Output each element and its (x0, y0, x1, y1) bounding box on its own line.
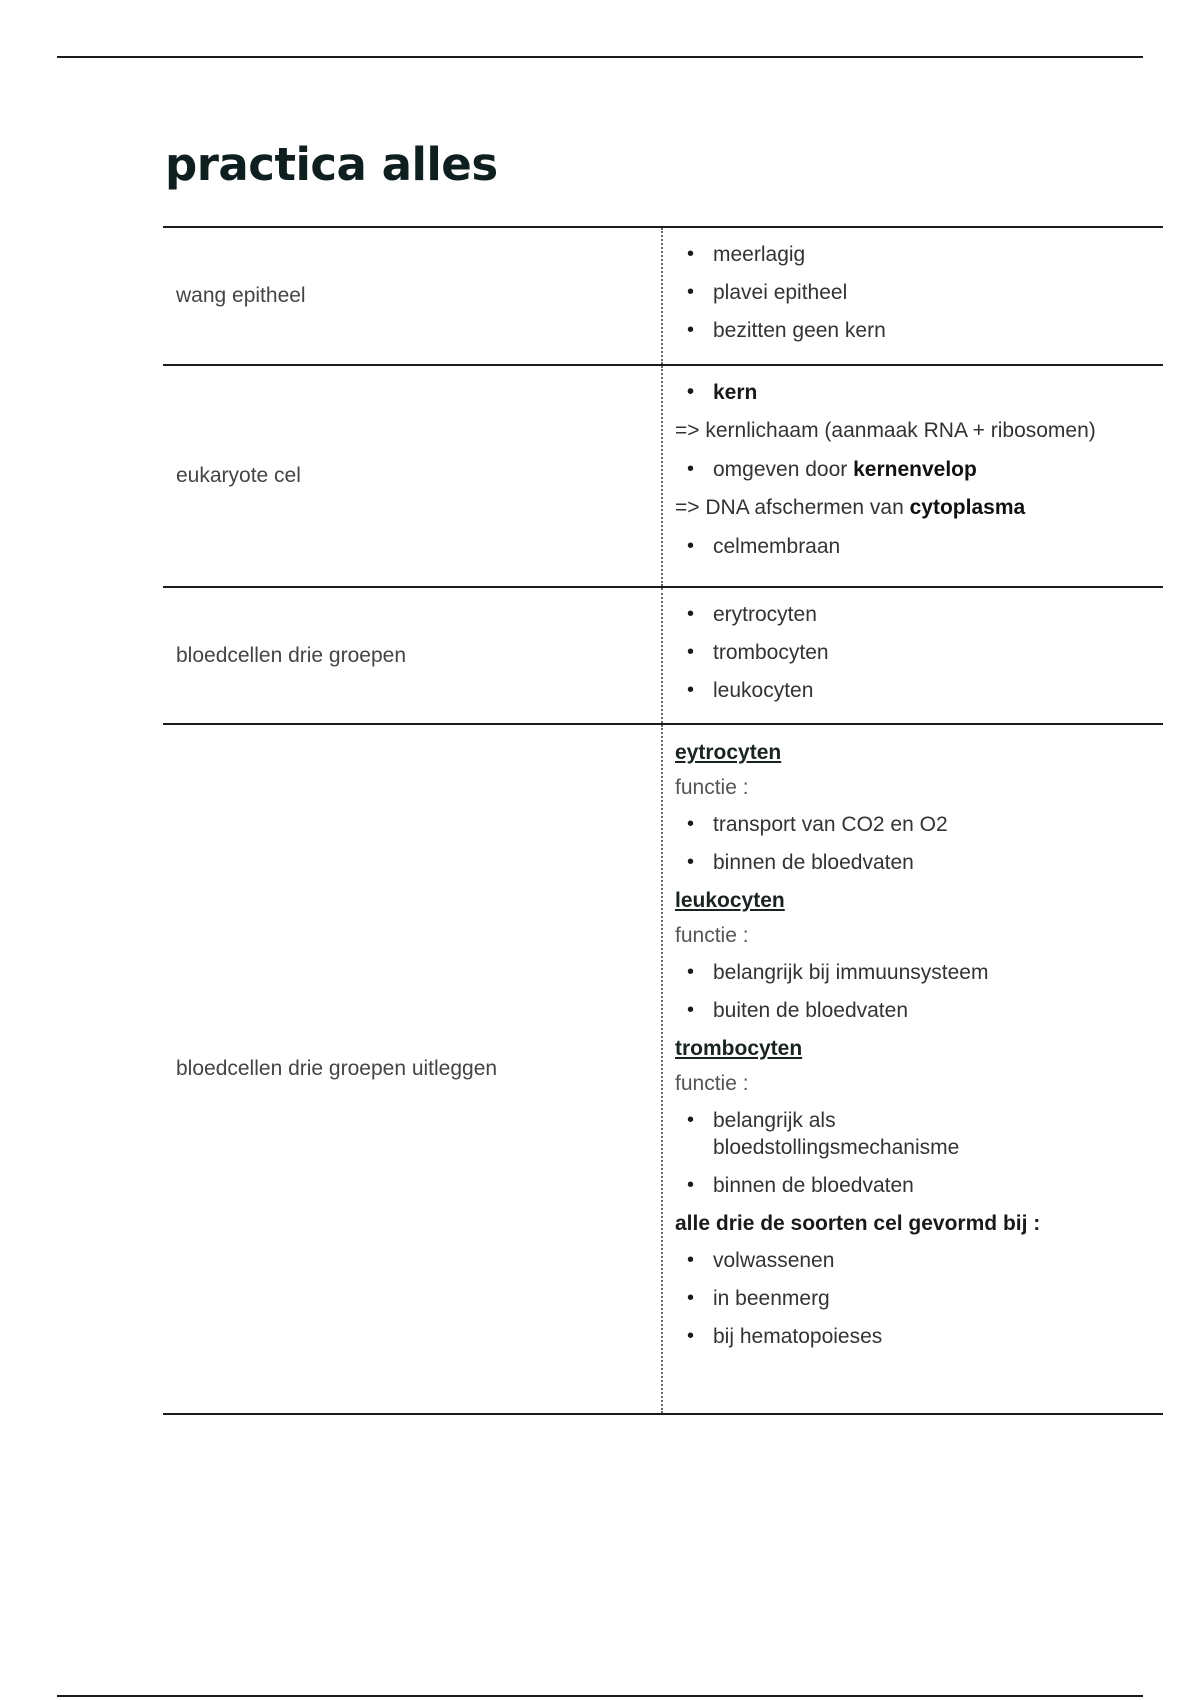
bullet-list (675, 241, 1151, 344)
card-row (163, 588, 1163, 725)
list-item: • belangrijk als bloedstollingsmechanisme (675, 1107, 1003, 1161)
bullet-list (675, 811, 1151, 876)
card-term: eukaryote cel (163, 366, 663, 586)
list-item: • in beenmerg (675, 1285, 1151, 1312)
summary-heading: alle drie de soorten cel gevormd bij : (675, 1212, 1041, 1235)
list-item: • meerlagig (675, 241, 1151, 268)
list-item: • plavei epitheel (675, 279, 1151, 306)
list-item: • leukocyten (675, 677, 1151, 704)
list-item: • bezitten geen kern (675, 317, 1151, 344)
header-rule (57, 56, 1143, 58)
footer-rule (57, 1695, 1143, 1697)
card-definition (663, 725, 1163, 1413)
card-term: bloedcellen drie groepen (163, 588, 663, 723)
card-term: bloedcellen drie groepen uitleggen (163, 725, 663, 1413)
list-item: • volwassenen (675, 1247, 1151, 1274)
list-item: • erytrocyten (675, 601, 1151, 628)
bullet-list (675, 456, 1151, 483)
section-label: functie : (675, 776, 749, 799)
list-item: • binnen de bloedvaten (675, 849, 1151, 876)
arrow-note (675, 494, 1151, 521)
list-item: • binnen de bloedvaten (675, 1172, 1151, 1199)
arrow-note: => kernlichaam (aanmaak RNA + ribosomen) (675, 419, 1096, 442)
page-title: practica alles (165, 138, 498, 191)
section-label: functie : (675, 1072, 749, 1095)
card-definition (663, 366, 1163, 586)
list-item: • buiten de bloedvaten (675, 997, 1151, 1024)
section-heading: leukocyten (675, 889, 785, 912)
list-item: • belangrijk bij immuunsysteem (675, 959, 1151, 986)
arrow-note-text: => DNA afschermen van (675, 496, 910, 519)
list-item (675, 456, 1151, 483)
card-row (163, 228, 1163, 366)
bullet-list (675, 1107, 1151, 1199)
bold-term: cytoplasma (909, 496, 1026, 519)
bullet-list (675, 1247, 1151, 1350)
bullet-list (675, 601, 1151, 704)
card-row (163, 366, 1163, 588)
section-heading: trombocyten (675, 1037, 803, 1060)
bullet-list (675, 379, 1151, 406)
section-heading: eytrocyten (675, 741, 782, 764)
flashcard-table (163, 226, 1163, 1415)
bold-term: kernenvelop (853, 458, 977, 481)
list-item-text: omgeven door (713, 458, 854, 481)
list-item: • celmembraan (675, 533, 1151, 560)
list-item: • transport van CO2 en O2 (675, 811, 1151, 838)
bullet-list (675, 959, 1151, 1024)
card-term: wang epitheel (163, 228, 663, 364)
list-item: • bij hematopoieses (675, 1323, 1151, 1350)
section-label: functie : (675, 924, 749, 947)
bullet-list (675, 533, 1151, 560)
list-item: • kern (675, 379, 1151, 406)
card-row (163, 725, 1163, 1415)
list-item: • trombocyten (675, 639, 1151, 666)
card-definition (663, 588, 1163, 723)
card-definition (663, 228, 1163, 364)
